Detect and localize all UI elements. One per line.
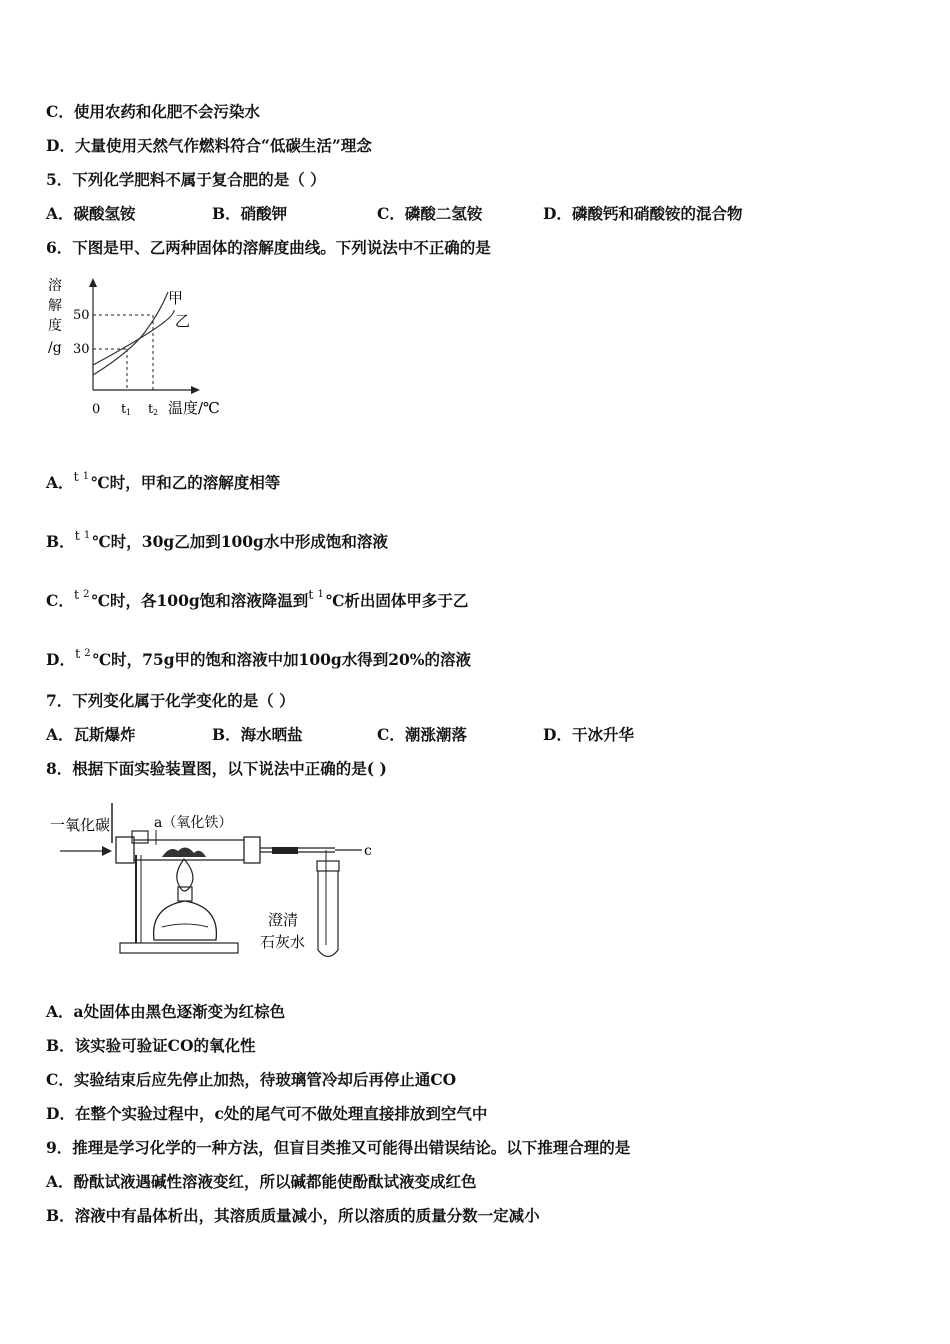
q8-stem: 8．根据下面实验装置图，以下说法中正确的是( )	[46, 759, 387, 778]
q7-option-b: B．海水晒盐	[212, 725, 303, 744]
limewater-label-2: 石灰水	[260, 933, 306, 951]
x-t2-sub: 2	[153, 408, 159, 417]
q5-stem: 5．下列化学肥料不属于复合肥的是（ ）	[46, 170, 326, 189]
label-yi: 乙	[175, 312, 191, 330]
ytick-50: 50	[73, 308, 90, 323]
c-label: c	[364, 843, 372, 859]
ylabel-char-1: 溶	[48, 278, 62, 294]
iron-oxide-powder	[162, 847, 206, 857]
curve-yi	[93, 310, 174, 365]
apparatus-diagram	[50, 795, 390, 975]
q8-option-c: C．实验结束后应先停止加热，待玻璃管冷却后再停止通CO	[46, 1070, 457, 1089]
q9-option-a: A．酚酞试液遇碱性溶液变红，所以碱都能使酚酞试液变成红色	[46, 1172, 477, 1191]
lamp-liquid	[162, 924, 208, 927]
q9-stem: 9．推理是学习化学的一种方法，但盲目类推又可能得出错误结论。以下推理合理的是	[46, 1138, 631, 1157]
q5-option-c: C．磷酸二氢铵	[377, 204, 483, 223]
q7-option-d: D．干冰升华	[543, 725, 634, 744]
x-t1-sub: 1	[126, 408, 132, 417]
q8-option-a: A．a处固体由黑色逐渐变为红棕色	[46, 1002, 286, 1021]
y-axis-arrow	[89, 278, 97, 287]
rubber-tube	[272, 847, 298, 854]
q8-option-d: D．在整个实验过程中，c处的尾气可不做处理直接排放到空气中	[46, 1104, 488, 1123]
label-jia: 甲	[168, 289, 184, 307]
q6-option-b: B．$^t$ $^1$ ℃时，30g乙加到100g水中形成饱和溶液	[46, 529, 388, 551]
lamp-neck	[178, 887, 192, 901]
alcohol-lamp	[154, 901, 217, 940]
solubility-chart	[40, 270, 240, 425]
q8-option-b: B．该实验可验证CO的氧化性	[46, 1036, 256, 1055]
curve-jia	[93, 292, 168, 375]
q6-option-c: C．$^t$ $^2$ ℃时，各100g饱和溶液降温到$^t$ $^1$ ℃析出固体甲多于乙	[46, 588, 469, 610]
q4-option-c: C．使用农药和化肥不会污染水	[46, 102, 260, 121]
stand-base	[120, 943, 238, 953]
y-axis-label	[48, 277, 62, 356]
test-tube	[318, 871, 338, 957]
x-origin: 0	[92, 402, 101, 417]
limewater-label-1: 澄清	[268, 911, 299, 929]
q5-option-d: D．磷酸钙和硝酸铵的混合物	[543, 204, 743, 223]
flame	[177, 859, 193, 891]
q6-option-d: D．$^t$ $^2$ ℃时，75g甲的饱和溶液中加100g水得到20%的溶液	[46, 647, 472, 669]
q7-option-c: C．潮涨潮落	[377, 725, 467, 744]
ylabel-char-4: /g	[48, 340, 62, 356]
q7-option-a: A．瓦斯爆炸	[46, 725, 136, 744]
q6-option-a: A．$^t$ $^1$ ℃时，甲和乙的溶解度相等	[46, 470, 281, 492]
ytick-30: 30	[73, 342, 90, 357]
q6-stem: 6．下图是甲、乙两种固体的溶解度曲线。下列说法中不正确的是	[46, 238, 491, 257]
q5-option-a: A．碳酸氢铵	[46, 204, 136, 223]
test-tube-stopper	[317, 861, 339, 871]
x-t2: t	[148, 402, 154, 417]
q4-option-d: D．大量使用天然气作燃料符合“低碳生活”理念	[46, 136, 372, 155]
x-axis-label: 温度/℃	[168, 399, 220, 417]
ylabel-char-2: 解	[48, 298, 62, 314]
stopper-left	[116, 837, 134, 863]
q9-option-b: B．溶液中有晶体析出，其溶质质量减小，所以溶质的质量分数一定减小	[46, 1206, 540, 1225]
a-label: a（氧化铁）	[154, 815, 233, 831]
co-label: 一氧化碳	[50, 816, 111, 834]
gas-arrowhead	[102, 846, 112, 856]
x-axis-arrow	[191, 386, 200, 394]
ylabel-char-3: 度	[48, 318, 62, 334]
q5-option-b: B．硝酸钾	[212, 204, 288, 223]
stopper-right	[244, 837, 260, 863]
q7-stem: 7．下列变化属于化学变化的是（ ）	[46, 691, 295, 710]
x-t1: t	[121, 402, 127, 417]
